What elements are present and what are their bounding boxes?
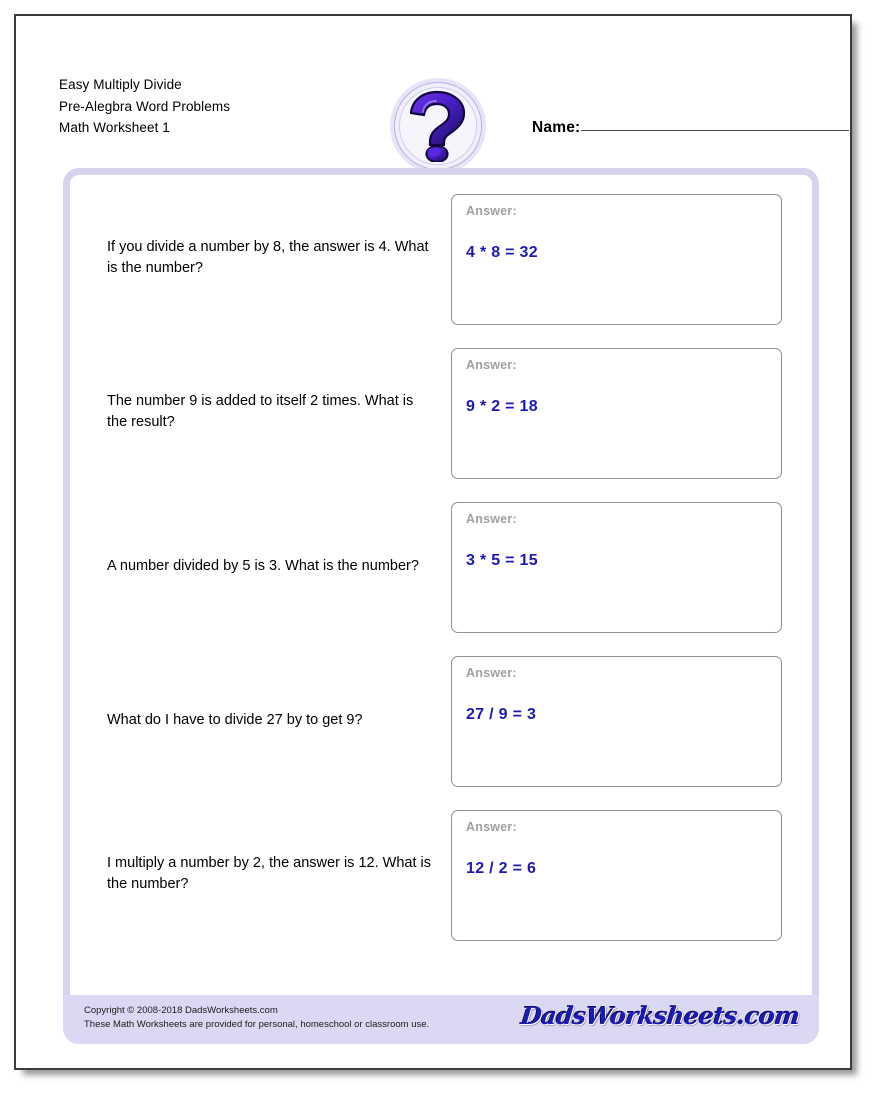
answer-value: 3 * 5 = 15 xyxy=(466,552,538,569)
answer-value: 27 / 9 = 3 xyxy=(466,706,537,723)
name-input-line[interactable] xyxy=(581,130,849,131)
worksheet-title-line-2: Pre-Alegbra Word Problems xyxy=(59,98,231,114)
worksheet-title-line-1: Easy Multiply Divide xyxy=(59,77,182,92)
problem-row xyxy=(70,797,812,951)
problem-row xyxy=(70,181,812,335)
worksheet-content-frame xyxy=(63,168,819,1044)
usage-text: These Math Worksheets are provided for personal, homeschool or classroom use. xyxy=(84,1019,430,1030)
question-text: A number divided by 5 is 3. What is the number? xyxy=(107,557,419,574)
answer-box[interactable] xyxy=(451,810,782,941)
answer-label: Answer: xyxy=(466,820,517,834)
answer-label: Answer: xyxy=(466,512,517,526)
answer-box[interactable] xyxy=(451,194,782,325)
question-mark-glyph xyxy=(406,90,470,162)
question-text: The number 9 is added to itself 2 times. What is the result? xyxy=(107,393,414,430)
worksheet-title-block xyxy=(59,74,230,139)
name-field[interactable] xyxy=(532,119,849,137)
worksheet-footer xyxy=(63,995,819,1044)
worksheet-page xyxy=(14,14,852,1070)
copyright-text: Copyright © 2008-2018 DadsWorksheets.com xyxy=(84,1005,278,1016)
answer-value: 9 * 2 = 18 xyxy=(466,398,538,415)
answer-box[interactable] xyxy=(451,656,782,787)
footer-copyright-block xyxy=(84,1004,429,1032)
dadsworksheets-brand-logo[interactable]: DadsWorksheets.com xyxy=(519,1001,801,1030)
question-mark-icon xyxy=(390,78,486,174)
answer-label: Answer: xyxy=(466,666,517,680)
answer-box[interactable] xyxy=(451,502,782,633)
worksheet-header xyxy=(16,16,850,164)
answer-value: 12 / 2 = 6 xyxy=(466,860,537,877)
problem-row xyxy=(70,643,812,797)
answer-label: Answer: xyxy=(466,358,517,372)
problem-row xyxy=(70,335,812,489)
question-text: What do I have to divide 27 by to get 9? xyxy=(107,711,363,728)
answer-box[interactable] xyxy=(451,348,782,479)
question-text: I multiply a number by 2, the answer is 12. What is the number? xyxy=(107,855,431,892)
name-label: Name: xyxy=(532,119,581,136)
worksheet-title-line-3: Math Worksheet 1 xyxy=(59,120,170,135)
answer-value: 4 * 8 = 32 xyxy=(466,244,538,261)
problem-row xyxy=(70,489,812,643)
question-text: If you divide a number by 8, the answer is 4. What is the number? xyxy=(107,239,429,276)
answer-label: Answer: xyxy=(466,204,517,218)
